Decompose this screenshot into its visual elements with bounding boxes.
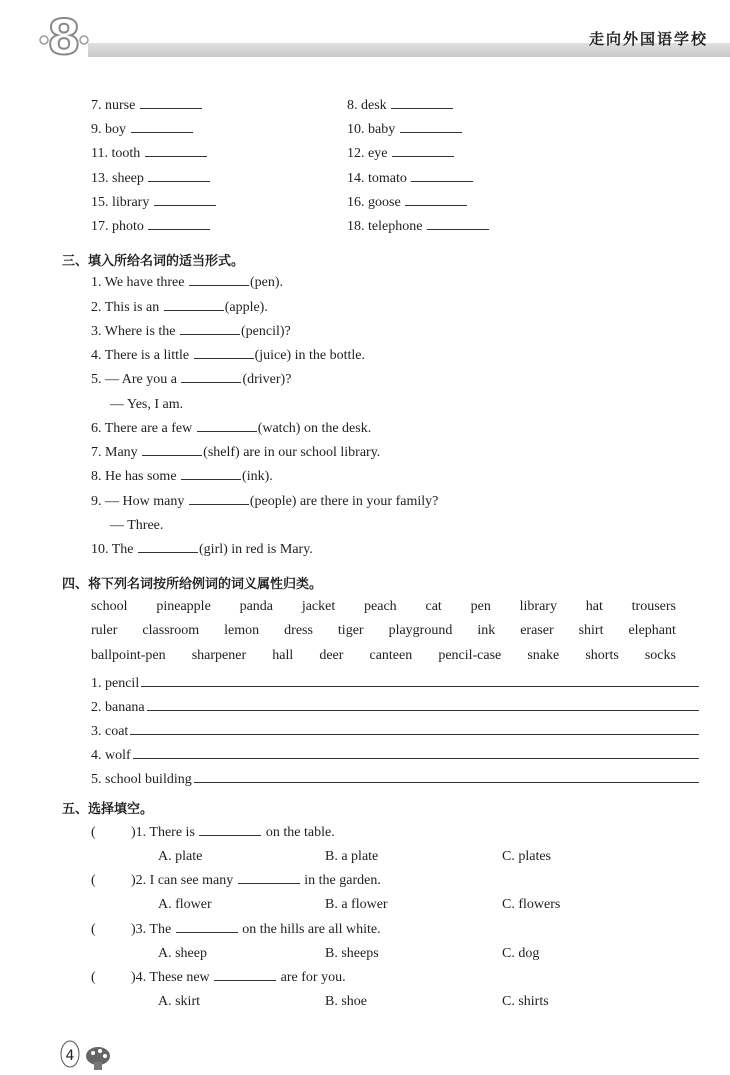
answer-blank[interactable] [400,131,462,133]
section2-item: 7. nurse [91,98,203,114]
section3-item: 6. There are a few (watch) on the desk. [91,421,372,436]
answer-blank[interactable] [199,834,261,836]
answer-blank[interactable] [214,979,276,981]
word-bank-word: pineapple [156,599,211,614]
page-number-badge [60,1040,100,1070]
answer-blank[interactable] [164,309,224,311]
page-number: 4 [65,1048,75,1064]
category-row: 5. school building [91,768,699,788]
section2-item: 17. photo [91,219,211,235]
header-title: 走向外国语学校 [588,30,708,48]
answer-blank[interactable] [189,503,249,505]
section3-item: — Yes, I am. [110,397,184,412]
word-bank-word: hat [585,599,603,614]
section2-item: 8. desk [347,98,454,114]
word-bank-line [91,648,676,664]
word-bank-word: canteen [369,648,413,663]
word-bank-word: hall [272,648,294,663]
answer-option[interactable]: B. shoe [325,994,367,1009]
answer-blank[interactable] [140,107,202,109]
question-stem: )4. These new are for you. [131,970,346,985]
answer-blank[interactable] [181,381,241,383]
answer-blank[interactable] [194,357,254,359]
word-bank-word: trousers [631,599,676,614]
word-bank-word: ballpoint-pen [91,648,166,663]
word-bank-word: eraser [520,623,554,638]
section3-item: 5. — Are you a (driver)? [91,372,292,387]
word-bank-word: school [91,599,128,614]
section2-item: 16. goose [347,195,468,211]
answer-blank[interactable] [131,131,193,133]
word-bank-word: shorts [585,648,619,663]
word-bank-word: panda [239,599,274,614]
section2-item: 15. library [91,195,217,211]
section3-item: 1. We have three (pen). [91,275,284,290]
answer-blank[interactable] [180,333,240,335]
logo-glyph: 8 [47,10,81,60]
word-bank-word: snake [527,648,560,663]
section3-item: 7. Many (shelf) are in our school library. [91,445,381,460]
section2-item: 10. baby [347,122,463,138]
word-bank-line [91,623,676,639]
question-stem: )3. The on the hills are all white. [131,922,381,937]
answer-blank[interactable] [145,155,207,157]
answer-option[interactable]: A. sheep [158,946,207,961]
answer-paren[interactable]: ( [91,970,96,985]
category-row: 1. pencil [91,672,699,692]
word-bank-word: jacket [301,599,336,614]
category-answer-line[interactable] [130,720,699,735]
word-bank-word: shirt [578,623,604,638]
section3-item: 8. He has some (ink). [91,469,273,484]
category-answer-line[interactable] [133,744,699,759]
answer-paren[interactable]: ( [91,922,96,937]
question-stem: )2. I can see many in the garden. [131,873,381,888]
section5-title: 五、选择填空。 [62,802,154,817]
answer-option[interactable]: A. plate [158,849,203,864]
answer-option[interactable]: A. skirt [158,994,200,1009]
answer-blank[interactable] [142,454,202,456]
word-bank-word: pencil-case [438,648,502,663]
word-bank-word: deer [319,648,344,663]
section2-item: 11. tooth [91,146,208,162]
word-bank-word: ruler [91,623,118,638]
section2-item: 9. boy [91,122,194,138]
answer-blank[interactable] [238,882,300,884]
word-bank-word: tiger [337,623,364,638]
category-answer-line[interactable] [147,696,699,711]
section2-item: 18. telephone [347,219,490,235]
answer-blank[interactable] [427,228,489,230]
word-bank-word: peach [364,599,397,614]
section3-item: 10. The (girl) in red is Mary. [91,542,313,557]
category-row: 3. coat [91,720,699,740]
answer-blank[interactable] [181,478,241,480]
section2-item: 13. sheep [91,171,211,187]
answer-blank[interactable] [392,155,454,157]
answer-blank[interactable] [138,551,198,553]
word-bank-word: dress [284,623,313,638]
category-answer-line[interactable] [141,672,699,687]
answer-option[interactable]: C. plates [502,849,551,864]
category-row: 2. banana [91,696,699,716]
answer-option[interactable]: C. shirts [502,994,549,1009]
answer-blank[interactable] [391,107,453,109]
answer-option[interactable]: C. flowers [502,897,561,912]
word-bank-word: sharpener [191,648,247,663]
word-bank-word: pen [470,599,491,614]
answer-option[interactable]: A. flower [158,897,212,912]
answer-paren[interactable]: ( [91,873,96,888]
answer-blank[interactable] [148,180,210,182]
answer-blank[interactable] [148,228,210,230]
category-row: 4. wolf [91,744,699,764]
section3-item: 3. Where is the (pencil)? [91,324,291,339]
section4-title: 四、将下列名词按所给例词的词义属性归类。 [62,577,323,592]
answer-option[interactable]: B. a plate [325,849,379,864]
answer-option[interactable]: B. sheeps [325,946,379,961]
category-answer-line[interactable] [194,768,699,783]
answer-option[interactable]: C. dog [502,946,540,961]
word-bank-word: cat [425,599,442,614]
answer-option[interactable]: B. a flower [325,897,388,912]
word-bank-word: elephant [628,623,676,638]
word-bank-line [91,599,676,615]
answer-blank[interactable] [176,931,238,933]
word-bank-word: lemon [224,623,260,638]
answer-paren[interactable]: ( [91,825,96,840]
answer-blank[interactable] [405,204,467,206]
word-bank-word: library [519,599,557,614]
answer-blank[interactable] [197,430,257,432]
section3-item: 9. — How many (people) are there in your family? [91,494,439,509]
word-bank-word: ink [477,623,496,638]
section2-item: 12. eye [347,146,455,162]
answer-blank[interactable] [189,284,249,286]
section3-item: 2. This is an (apple). [91,300,268,315]
question-stem: )1. There is on the table. [131,825,335,840]
word-bank-word: classroom [142,623,200,638]
word-bank-word: socks [644,648,676,663]
answer-blank[interactable] [154,204,216,206]
word-bank-word: playground [388,623,453,638]
section3-item: — Three. [110,518,164,533]
answer-blank[interactable] [411,180,473,182]
section3-item: 4. There is a little (juice) in the bottle. [91,348,366,363]
section2-item: 14. tomato [347,171,474,187]
section3-title: 三、填入所给名词的适当形式。 [62,254,245,269]
